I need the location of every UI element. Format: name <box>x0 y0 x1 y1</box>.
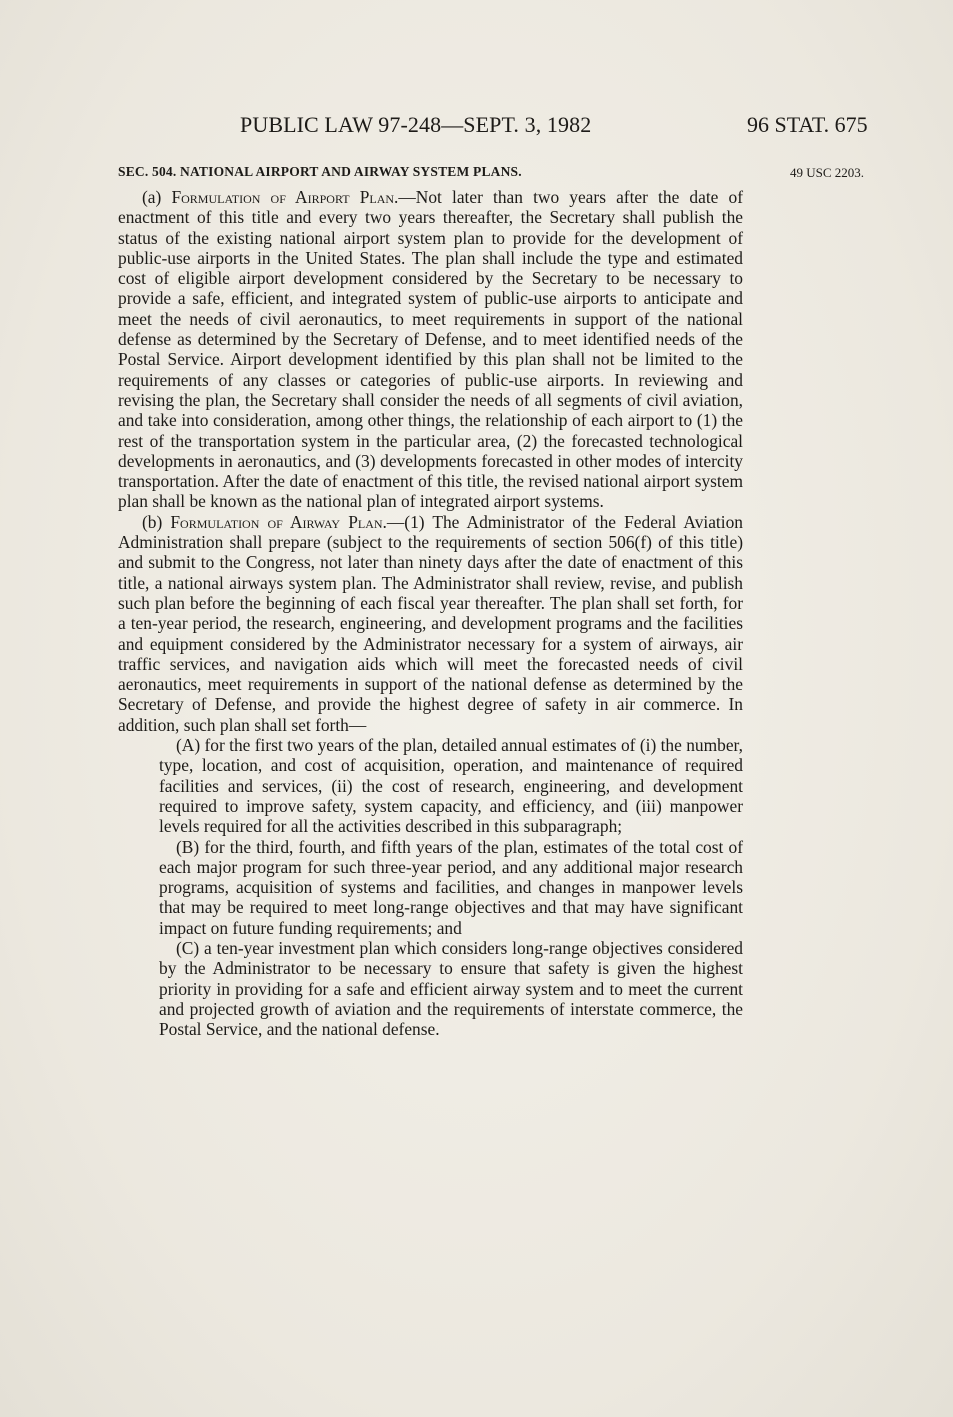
subparagraph-a: (A) for the first two years of the plan, detailed annual estimates of (i) the number, type, location, and cost of acquisition, operation, and maintenance of required facilities and services, (ii) the cost of research, engineering, and development required to improve safety, system capacity, and efficiency, and (iii) manpower levels required for all the activities described in this subparagraph; <box>159 735 743 837</box>
margin-note-usc: 49 USC 2203. <box>790 165 865 180</box>
paragraph-a-label: (a) <box>142 187 162 207</box>
running-head: PUBLIC LAW 97-248—SEPT. 3, 1982 <box>240 112 592 137</box>
section-heading: SEC. 504. NATIONAL AIRPORT AND AIRWAY SYSTEM PLANS. <box>118 164 522 179</box>
statute-citation: 96 STAT. 675 <box>747 112 868 137</box>
paragraph-b-caption: Formulation of Airway Plan. <box>170 511 387 532</box>
paragraph-b-label: (b) <box>142 511 163 532</box>
paragraph-a <box>118 187 743 512</box>
paragraph-a-caption: Formulation of Airport Plan. <box>171 187 399 207</box>
paragraph-a-text: —Not later than two years after the date of enactment of this title and every two years thereafter, the Secretary shall publish the status of the existing national airport system plan to provide for the development of public-use airports in the United States. The plan shall include the type and estimated cost of eligible airport development considered by the Secretary to be necessary to provide a safe, efficient, and integrated system of public-use airports to anticipate and meet the needs of civil aeronautics, to meet requirements in support of the national defense as determined by the Secretary of Defense, and to meet identified needs of the Postal Service. Airport development identified by this plan shall not be limited to the requirements of any classes or categories of public-use airports. In reviewing and revising the plan, the Secretary shall consider the needs of all segments of civil aviation, and take into consideration, among other things, the relationship of each airport to (1) the rest of the transportation system in the particular area, (2) the forecasted technological developments in aeronautics, and (3) developments forecasted in other modes of intercity transportation. After the date of enactment of this title, the revised national airport system plan shall be known as the national plan of integrated airport systems. <box>118 187 743 512</box>
section-body <box>118 187 743 1039</box>
paragraph-b-text: —(1) The Administrator of the Federal Aviation Administration shall prepare (subject to the requirements of section 506(f) of this title) and submit to the Congress, not later than ninety days after the date of enactment of this title, a national airways system plan. The Administrator shall review, revise, and publish such plan before the beginning of each fiscal year thereafter. The plan shall set forth, for a ten-year period, the research, engineering, and development programs and the facilities and equipment considered by the Administrator necessary for a system of airways, air traffic services, and navigation aids which will meet the forecasted needs of civil aeronautics, meet requirements in support of the national defense as determined by the Secretary of Defense, and provide the highest degree of safety in air commerce. In addition, such plan shall set forth— <box>118 511 743 735</box>
subparagraph-b: (B) for the third, fourth, and fifth years of the plan, estimates of the total cost of each major program for such three-year period, and any additional major research programs, acquisition of systems and facilities, and changes in manpower levels that may be required to meet long-range objectives and that may have significant impact on future funding requirements; and <box>159 836 743 938</box>
subparagraph-c: (C) a ten-year investment plan which considers long-range objectives considered by the Administrator to be necessary to ensure that safety is given the highest priority in providing for a safe and efficient airway system and to meet the current and projected growth of aviation and the requirements of interstate commerce, the Postal Service, and the national defense. <box>159 937 743 1040</box>
paragraph-b <box>118 512 743 735</box>
